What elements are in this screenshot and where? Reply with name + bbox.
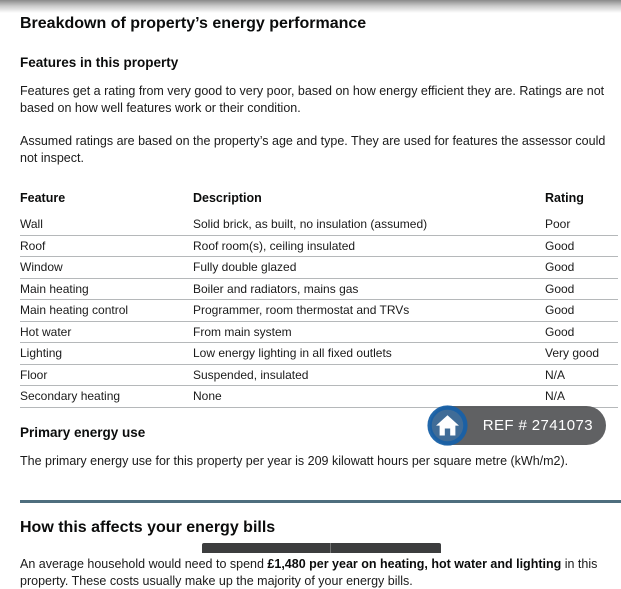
description-cell: None	[193, 389, 222, 403]
table-row	[20, 321, 618, 343]
feature-cell: Window	[20, 260, 63, 274]
watermark-bar	[202, 543, 441, 553]
ref-watermark	[430, 406, 606, 445]
rating-cell: Good	[545, 324, 575, 339]
bills-text-prefix: An average household would need to spend	[20, 557, 268, 571]
rating-cell: Good	[545, 238, 575, 253]
bills-text-suffix: in this property. These costs usually make up the majority of your energy bills.	[20, 557, 598, 588]
rating-cell: Good	[545, 303, 575, 317]
bills-text-bold: £1,480 per year on heating, hot water and lighting	[267, 557, 562, 571]
rating-cell: N/A	[545, 367, 566, 382]
assumed-ratings-paragraph: Assumed ratings are based on the property’s age and type. They are used for features the assessor could not inspect.	[20, 134, 606, 165]
features-table	[20, 191, 618, 408]
feature-cell: Main heating	[20, 281, 89, 296]
table-row	[20, 235, 618, 257]
col-header-rating: Rating	[545, 191, 584, 205]
feature-cell: Floor	[20, 367, 48, 382]
feature-cell: Roof	[20, 238, 46, 253]
features-table-head	[20, 191, 618, 214]
ref-label: REF # 2741073	[482, 417, 593, 434]
bills-heading: How this affects your energy bills	[20, 519, 276, 536]
rating-cell: Very good	[545, 346, 600, 360]
feature-cell: Secondary heating	[20, 389, 121, 403]
watermark-bar-divider	[330, 543, 331, 553]
table-row	[20, 364, 618, 386]
features-table-body	[20, 214, 618, 407]
rating-cell: N/A	[545, 389, 566, 403]
rating-cell: Good	[545, 260, 575, 274]
description-cell: Low energy lighting in all fixed outlets	[193, 346, 392, 360]
table-row	[20, 257, 618, 279]
bills-paragraph	[20, 556, 606, 589]
page-title: Breakdown of property’s energy performance	[20, 15, 367, 32]
col-header-feature: Feature	[20, 191, 66, 205]
table-row	[20, 214, 618, 235]
features-table-header-row	[20, 191, 618, 214]
description-cell: Boiler and radiators, mains gas	[193, 281, 359, 296]
feature-cell: Lighting	[20, 346, 63, 360]
section-divider	[20, 500, 621, 503]
description-cell: Roof room(s), ceiling insulated	[193, 238, 356, 253]
rating-cell: Poor	[545, 217, 571, 231]
description-cell: Suspended, insulated	[193, 367, 309, 382]
feature-cell: Main heating control	[20, 303, 129, 317]
table-row	[20, 386, 618, 408]
col-header-description: Description	[193, 191, 262, 205]
description-cell: From main system	[193, 324, 292, 339]
feature-cell: Wall	[20, 217, 43, 231]
table-row	[20, 343, 618, 365]
description-cell: Programmer, room thermostat and TRVs	[193, 303, 410, 317]
table-row	[20, 278, 618, 300]
house-icon	[426, 404, 469, 447]
rating-cell: Good	[545, 281, 575, 296]
description-cell: Fully double glazed	[193, 260, 297, 274]
features-heading: Features in this property	[20, 55, 179, 70]
table-row	[20, 300, 618, 322]
description-cell: Solid brick, as built, no insulation (assumed)	[193, 217, 428, 231]
feature-cell: Hot water	[20, 324, 72, 339]
primary-energy-paragraph: The primary energy use for this property per year is 209 kilowatt hours per square metre (kWh/m2).	[20, 453, 569, 468]
primary-energy-heading: Primary energy use	[20, 424, 146, 440]
features-intro-paragraph: Features get a rating from very good to very poor, based on how energy efficient they are. Ratings are not based on how well features work or their condition.	[20, 84, 605, 115]
